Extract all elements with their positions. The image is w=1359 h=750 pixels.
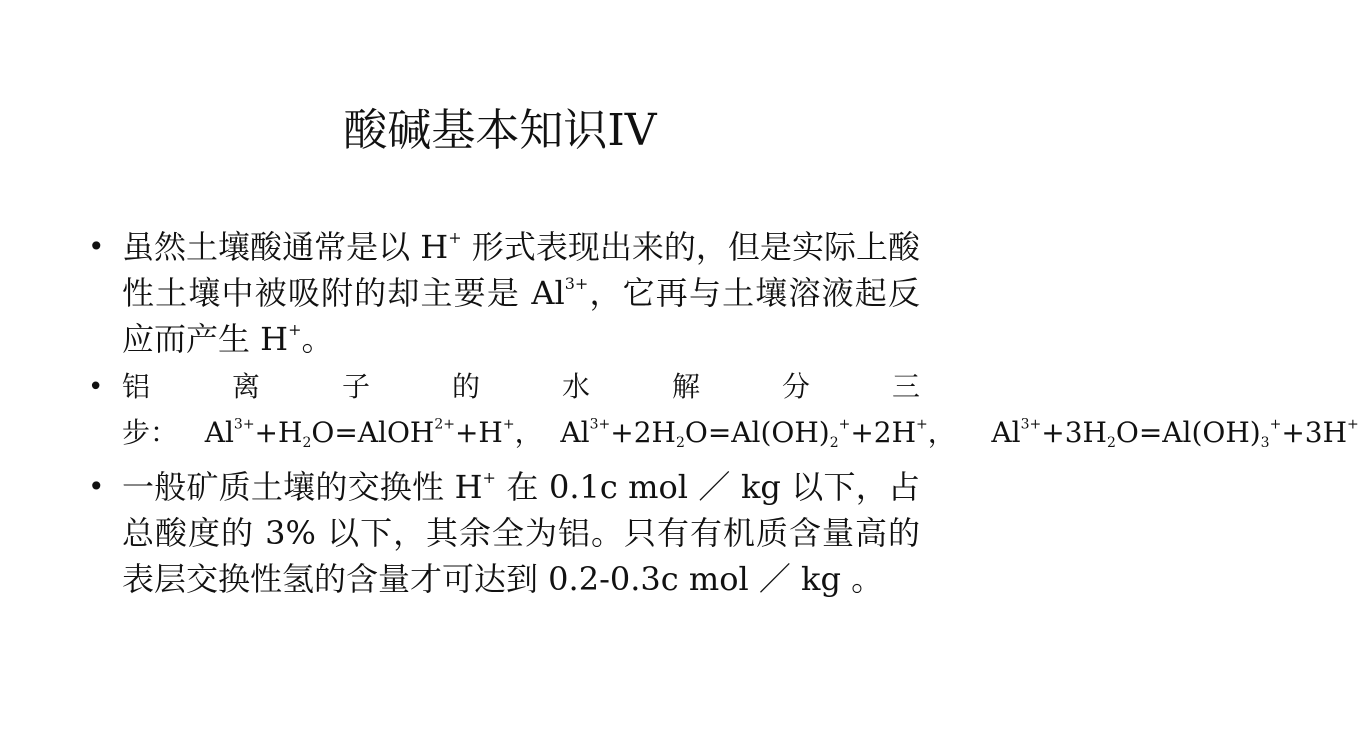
superscript: + <box>916 416 928 433</box>
separator: ， <box>514 416 543 449</box>
superscript: 3+ <box>1020 416 1042 433</box>
superscript: + <box>502 416 515 433</box>
bullet-text: 铝离子的水解分三步： <box>122 370 920 449</box>
equation-text: +2H <box>610 416 676 449</box>
bullet-item-3 <box>86 464 920 602</box>
equation-text: Al <box>991 416 1021 449</box>
subscript: 2 <box>302 434 312 451</box>
superscript: + <box>838 416 851 433</box>
equation-text: Al <box>204 416 234 449</box>
equation-text: O=AlOH <box>311 416 435 449</box>
slide-title: 酸碱基本知识IV <box>343 105 657 156</box>
bullet-text: 形式表现出来的，但是实际上酸性土壤中被吸附的却主要是 Al <box>122 228 920 312</box>
superscript: 3+ <box>564 273 589 293</box>
superscript: + <box>288 319 302 339</box>
subscript: 2 <box>675 434 685 451</box>
superscript: + <box>482 467 496 487</box>
bullet-text: ，它再与土壤溶液起反应而产生 H <box>122 274 920 358</box>
equation-2 <box>560 416 927 449</box>
equation-text: +H <box>454 416 503 449</box>
bullet-text: 虽然土壤酸通常是以 H <box>122 228 449 266</box>
subscript: 2 <box>829 434 839 451</box>
subscript: 2 <box>1106 434 1116 451</box>
equation-text: O=Al(OH) <box>684 416 830 449</box>
equation-1 <box>205 416 515 449</box>
bullet-item-1 <box>86 224 920 362</box>
equation-text: +2H <box>850 416 917 449</box>
equation-text: O=Al(OH) <box>1115 416 1261 449</box>
equation-text: Al <box>560 416 590 449</box>
superscript: + <box>1269 416 1282 433</box>
equation-text: +H <box>254 416 303 449</box>
bullet-text: 一般矿质土壤的交换性 H <box>122 468 483 506</box>
superscript: + <box>448 227 462 247</box>
bullet-text: 在 0.1c mol ／ kg 以下，占总酸度的 3% 以下，其余全为铝。只有有机质含量高的表层交换性氢的含量才可达到 0.2-0.3c mol ／ kg 。 <box>122 468 920 598</box>
bullet-marker: • <box>88 230 105 263</box>
equation-3 <box>991 416 1358 449</box>
superscript: 3+ <box>589 416 611 433</box>
superscript: + <box>1347 416 1359 433</box>
superscript: 2+ <box>434 416 455 433</box>
bullet-marker: • <box>88 470 105 503</box>
bullet-text: 。 <box>301 320 334 358</box>
equation-text: +3H <box>1041 416 1107 449</box>
bullet-item-2 <box>86 364 1359 456</box>
separator: ， <box>927 416 956 449</box>
bullet-list <box>86 224 1359 602</box>
bullet-marker: • <box>88 372 104 402</box>
superscript: 3+ <box>233 416 255 433</box>
equation-text: +3H <box>1281 416 1348 449</box>
subscript: 3 <box>1260 434 1270 451</box>
